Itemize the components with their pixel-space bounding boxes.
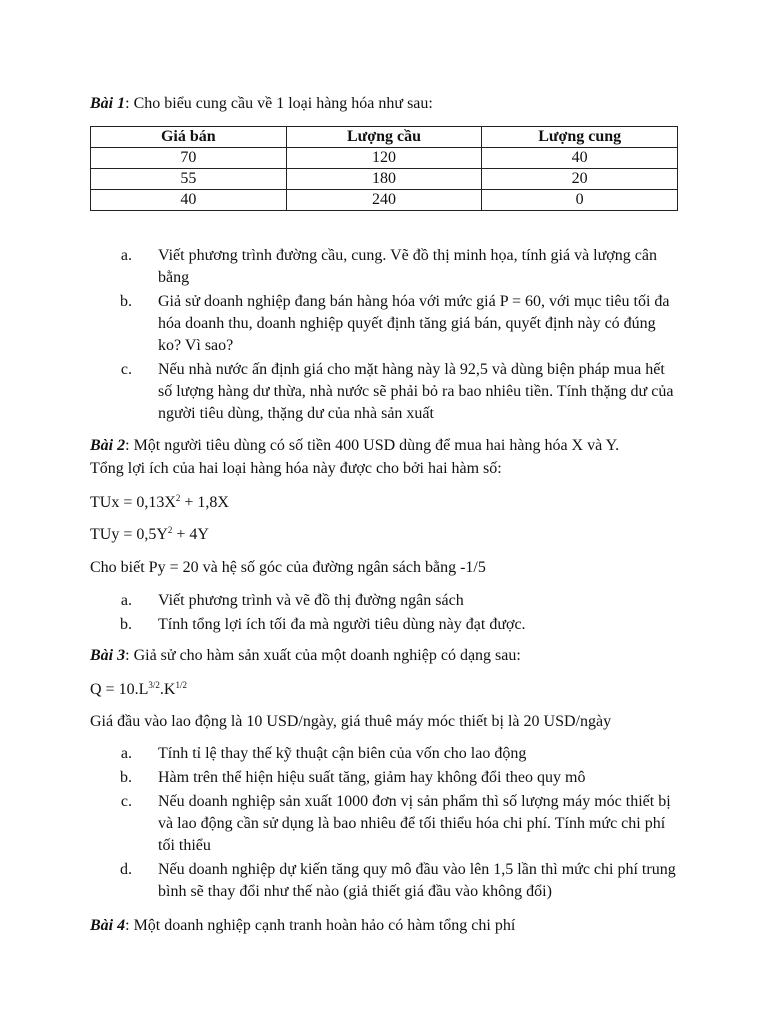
- tuy-formula: [90, 524, 690, 546]
- bai2-given: Cho biết Py = 20 và hệ số góc của đường ngân sách bằng -1/5: [90, 559, 486, 576]
- bai3-item-c: c. Nếu doanh nghiệp sản xuất 1000 đơn vị sản phẩm thì số lượng máy móc thiết bị và lao động cần sử dụng là bao nhiêu để tối thiểu hóa chi phí. Tính mức chi phí tối thiểu: [136, 791, 676, 857]
- table-cell: 120: [286, 148, 482, 169]
- labor-exponent: 3/2: [148, 680, 160, 690]
- q-part-a: Q = 10.L: [90, 681, 149, 698]
- table-cell: 40: [91, 190, 287, 211]
- bai1-intro: : Cho biểu cung cầu về 1 loại hàng hóa như sau:: [125, 95, 433, 112]
- table-row: [91, 169, 678, 190]
- header-price: Giá bán: [91, 127, 287, 148]
- bai2-label: Bài 2: [90, 437, 126, 454]
- bai4-heading: [90, 915, 690, 937]
- tuy-part-a: TUy = 0,5Y: [90, 526, 168, 543]
- capital-exponent: 1/2: [175, 680, 187, 690]
- bai1-question-list: [90, 245, 676, 427]
- bai2-intro-line2: Tổng lợi ích của hai loại hàng hóa này được cho bởi hai hàm số:: [90, 460, 502, 477]
- bai2-question-list: [90, 590, 736, 638]
- tux-exponent: 2: [175, 493, 181, 503]
- bai2-item-a: a. Viết phương trình và vẽ đồ thị đường ngân sách: [136, 590, 736, 612]
- bai1-heading: [90, 93, 690, 115]
- production-function: [90, 679, 690, 701]
- tuy-exponent: 2: [167, 525, 173, 535]
- q-part-b: .K: [159, 681, 176, 698]
- tuy-part-b: + 4Y: [172, 526, 209, 543]
- supply-demand-table: [90, 126, 678, 211]
- bai1-label: Bài 1: [90, 95, 126, 112]
- bai2-heading: [90, 435, 690, 457]
- bai3-intro: : Giả sử cho hàm sản xuất của một doanh nghiệp có dạng sau:: [125, 647, 521, 664]
- table-cell: 20: [482, 169, 678, 190]
- table-cell: 180: [286, 169, 482, 190]
- table-cell: 240: [286, 190, 482, 211]
- table-row: [91, 190, 678, 211]
- table-cell: 40: [482, 148, 678, 169]
- bai3-heading: [90, 645, 690, 667]
- bai1-item-b: b. Giả sử doanh nghiệp đang bán hàng hóa với mức giá P = 60, với mục tiêu tối đa hóa doanh thu, doanh nghiệp quyết định tăng giá bán, quyết định này có đúng ko? Vì sao?: [136, 291, 676, 357]
- tux-formula: [90, 492, 690, 514]
- header-quantity-demanded: Lượng cầu: [286, 127, 482, 148]
- table-cell: 55: [91, 169, 287, 190]
- table-cell: 70: [91, 148, 287, 169]
- bai3-question-list: [90, 743, 676, 905]
- bai4-label: Bài 4: [90, 917, 126, 934]
- tux-part-b: + 1,8X: [180, 494, 229, 511]
- header-quantity-supplied: Lượng cung: [482, 127, 678, 148]
- bai3-item-d: d. Nếu doanh nghiệp dự kiến tăng quy mô đầu vào lên 1,5 lần thì mức chi phí trung bình sẽ thay đổi như thế nào (giả thiết giá đầu vào không đổi): [136, 859, 676, 903]
- bai2-intro-line1: : Một người tiêu dùng có số tiền 400 USD dùng để mua hai hàng hóa X và Y.: [125, 437, 620, 454]
- table-header-row: [91, 127, 678, 148]
- table-row: [91, 148, 678, 169]
- bai3-label: Bài 3: [90, 647, 126, 664]
- bai2-item-b: b. Tính tổng lợi ích tối đa mà người tiêu dùng này đạt được.: [136, 614, 736, 636]
- bai1-item-a: a. Viết phương trình đường cầu, cung. Vẽ đồ thị minh họa, tính giá và lượng cân bằng: [136, 245, 676, 289]
- bai4-intro: : Một doanh nghiệp cạnh tranh hoàn hảo có hàm tổng chi phí: [125, 917, 516, 934]
- bai3-item-a: a. Tính tỉ lệ thay thế kỹ thuật cận biên của vốn cho lao động: [136, 743, 676, 765]
- bai3-item-b: b. Hàm trên thể hiện hiệu suất tăng, giảm hay không đổi theo quy mô: [136, 767, 676, 789]
- bai3-input-prices: Giá đầu vào lao động là 10 USD/ngày, giá thuê máy móc thiết bị là 20 USD/ngày: [90, 713, 612, 730]
- bai1-item-c: c. Nếu nhà nước ấn định giá cho mặt hàng này là 92,5 và dùng biện pháp mua hết số lượng hàng dư thừa, nhà nước sẽ phải bỏ ra bao nhiêu tiền. Tính thặng dư của người tiêu dùng, thặng dư của nhà sản xuất: [136, 359, 676, 425]
- tux-part-a: TUx = 0,13X: [90, 494, 176, 511]
- table-cell: 0: [482, 190, 678, 211]
